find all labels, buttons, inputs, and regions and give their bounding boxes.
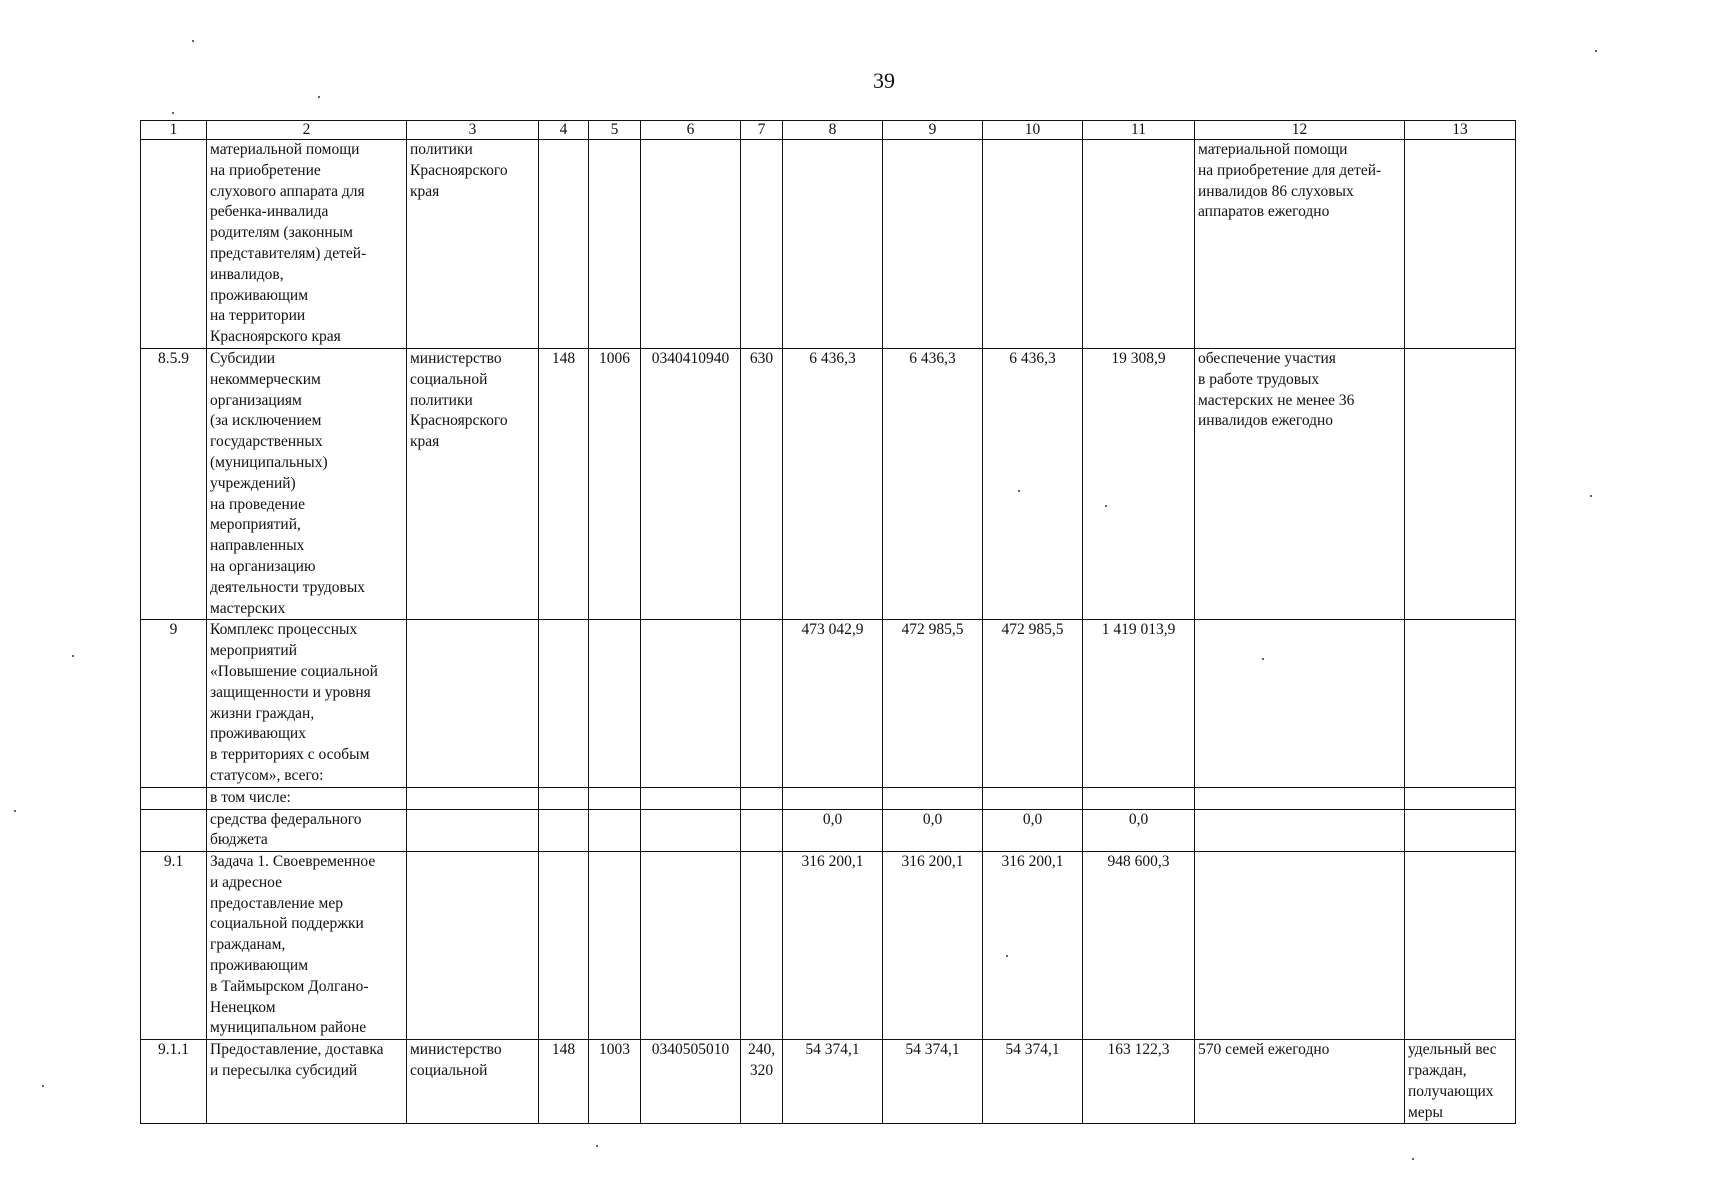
section-code-cell: 1006 <box>589 348 641 619</box>
amount-year-2-cell: 0,0 <box>883 809 983 852</box>
expense-type-cell <box>741 140 783 349</box>
gr-bs-code-cell: 148 <box>539 348 589 619</box>
amount-year-1-cell: 473 042,9 <box>783 620 883 787</box>
column-header: 3 <box>407 121 539 140</box>
indicator-cell <box>1405 620 1516 787</box>
section-code-cell: 1003 <box>589 1040 641 1124</box>
amount-year-3-cell: 472 985,5 <box>983 620 1083 787</box>
row-number-cell: 9.1.1 <box>141 1040 207 1124</box>
gr-bs-code-cell <box>539 809 589 852</box>
amount-year-2-cell <box>883 140 983 349</box>
amount-year-1-cell: 54 374,1 <box>783 1040 883 1124</box>
section-code-cell <box>589 809 641 852</box>
scan-speck <box>1590 495 1592 497</box>
executor-cell: министерство социальной политики Красноярского края <box>407 348 539 619</box>
table-row <box>141 852 1516 1040</box>
row-number-cell <box>141 787 207 809</box>
expense-type-cell <box>741 809 783 852</box>
amount-total-cell: 19 308,9 <box>1083 348 1195 619</box>
amount-total-cell: 0,0 <box>1083 809 1195 852</box>
scan-speck <box>192 40 194 42</box>
column-header: 6 <box>641 121 741 140</box>
amount-year-3-cell: 316 200,1 <box>983 852 1083 1040</box>
target-article-cell: 0340410940 <box>641 348 741 619</box>
row-number-cell: 9.1 <box>141 852 207 1040</box>
gr-bs-code-cell <box>539 620 589 787</box>
scan-speck <box>42 1085 44 1087</box>
amount-total-cell: 163 122,3 <box>1083 1040 1195 1124</box>
column-header: 7 <box>741 121 783 140</box>
expense-type-cell <box>741 620 783 787</box>
amount-year-1-cell: 0,0 <box>783 809 883 852</box>
amount-total-cell <box>1083 787 1195 809</box>
indicator-cell: удельный вес граждан, получающих меры <box>1405 1040 1516 1124</box>
amount-year-2-cell: 472 985,5 <box>883 620 983 787</box>
table-row <box>141 787 1516 809</box>
target-article-cell <box>641 809 741 852</box>
amount-year-2-cell <box>883 787 983 809</box>
amount-year-2-cell: 54 374,1 <box>883 1040 983 1124</box>
scan-speck <box>14 810 16 812</box>
measure-name-cell: в том числе: <box>207 787 407 809</box>
column-header: 8 <box>783 121 883 140</box>
amount-year-2-cell: 6 436,3 <box>883 348 983 619</box>
measure-name-cell: Задача 1. Своевременное и адресное предоставление мер социальной поддержки гражданам, проживающим в Таймырском Долгано- Ненецком муниципальном районе <box>207 852 407 1040</box>
indicator-cell <box>1405 140 1516 349</box>
executor-cell <box>407 852 539 1040</box>
amount-year-3-cell <box>983 787 1083 809</box>
amount-total-cell: 948 600,3 <box>1083 852 1195 1040</box>
scan-speck <box>1595 50 1597 52</box>
measure-name-cell: Предоставление, доставка и пересылка субсидий <box>207 1040 407 1124</box>
row-number-cell: 8.5.9 <box>141 348 207 619</box>
section-code-cell <box>589 140 641 349</box>
executor-cell <box>407 620 539 787</box>
amount-year-2-cell: 316 200,1 <box>883 852 983 1040</box>
executor-cell <box>407 787 539 809</box>
section-code-cell <box>589 620 641 787</box>
target-article-cell <box>641 140 741 349</box>
scan-speck <box>72 655 74 657</box>
measure-name-cell: Субсидии некоммерческим организациям (за исключением государственных (муниципальных) учреждений) на проведение мероприятий, направленных на организацию деятельности трудовых мастерских <box>207 348 407 619</box>
row-number-cell: 9 <box>141 620 207 787</box>
expected-result-cell: обеспечение участия в работе трудовых мастерских не менее 36 инвалидов ежегодно <box>1195 348 1405 619</box>
amount-total-cell: 1 419 013,9 <box>1083 620 1195 787</box>
column-header: 4 <box>539 121 589 140</box>
amount-year-3-cell: 0,0 <box>983 809 1083 852</box>
measure-name-cell: средства федерального бюджета <box>207 809 407 852</box>
gr-bs-code-cell <box>539 787 589 809</box>
scan-speck <box>172 112 174 114</box>
target-article-cell: 0340505010 <box>641 1040 741 1124</box>
expected-result-cell <box>1195 787 1405 809</box>
executor-cell <box>407 809 539 852</box>
column-header: 2 <box>207 121 407 140</box>
scan-speck <box>318 96 320 98</box>
indicator-cell <box>1405 787 1516 809</box>
section-code-cell <box>589 787 641 809</box>
expense-type-cell: 630 <box>741 348 783 619</box>
executor-cell: политики Красноярского края <box>407 140 539 349</box>
measure-name-cell: материальной помощи на приобретение слухового аппарата для ребенка-инвалида родителям (законным представителям) детей- инвалидов, проживающим на территории Красноярского края <box>207 140 407 349</box>
row-number-cell <box>141 809 207 852</box>
column-header: 11 <box>1083 121 1195 140</box>
expense-type-cell: 240, 320 <box>741 1040 783 1124</box>
expense-type-cell <box>741 787 783 809</box>
amount-year-3-cell: 6 436,3 <box>983 348 1083 619</box>
amount-year-3-cell: 54 374,1 <box>983 1040 1083 1124</box>
target-article-cell <box>641 620 741 787</box>
row-number-cell <box>141 140 207 349</box>
amount-year-1-cell: 6 436,3 <box>783 348 883 619</box>
table-row <box>141 140 1516 349</box>
indicator-cell <box>1405 852 1516 1040</box>
indicator-cell <box>1405 809 1516 852</box>
expected-result-cell <box>1195 620 1405 787</box>
amount-total-cell <box>1083 140 1195 349</box>
amount-year-1-cell <box>783 140 883 349</box>
gr-bs-code-cell: 148 <box>539 1040 589 1124</box>
executor-cell: министерство социальной <box>407 1040 539 1124</box>
target-article-cell <box>641 787 741 809</box>
table-row <box>141 1040 1516 1124</box>
indicator-cell <box>1405 348 1516 619</box>
column-header: 13 <box>1405 121 1516 140</box>
column-header: 9 <box>883 121 983 140</box>
scan-speck <box>596 1145 598 1147</box>
measure-name-cell: Комплекс процессных мероприятий «Повышение социальной защищенности и уровня жизни граждан, проживающих в территориях с особым статусом», всего: <box>207 620 407 787</box>
amount-year-1-cell <box>783 787 883 809</box>
gr-bs-code-cell <box>539 140 589 349</box>
amount-year-1-cell: 316 200,1 <box>783 852 883 1040</box>
table-row <box>141 809 1516 852</box>
section-code-cell <box>589 852 641 1040</box>
table-row <box>141 620 1516 787</box>
scan-speck <box>1412 1158 1414 1160</box>
expected-result-cell <box>1195 809 1405 852</box>
expected-result-cell: материальной помощи на приобретение для детей- инвалидов 86 слуховых аппаратов ежегодно <box>1195 140 1405 349</box>
column-header: 5 <box>589 121 641 140</box>
expected-result-cell <box>1195 852 1405 1040</box>
table-row <box>141 348 1516 619</box>
header-row <box>141 121 1516 140</box>
page-number: 39 <box>873 68 895 93</box>
expected-result-cell: 570 семей ежегодно <box>1195 1040 1405 1124</box>
target-article-cell <box>641 852 741 1040</box>
amount-year-3-cell <box>983 140 1083 349</box>
column-header: 1 <box>141 121 207 140</box>
expense-type-cell <box>741 852 783 1040</box>
column-header: 10 <box>983 121 1083 140</box>
gr-bs-code-cell <box>539 852 589 1040</box>
budget-table <box>140 120 1516 1124</box>
column-header: 12 <box>1195 121 1405 140</box>
